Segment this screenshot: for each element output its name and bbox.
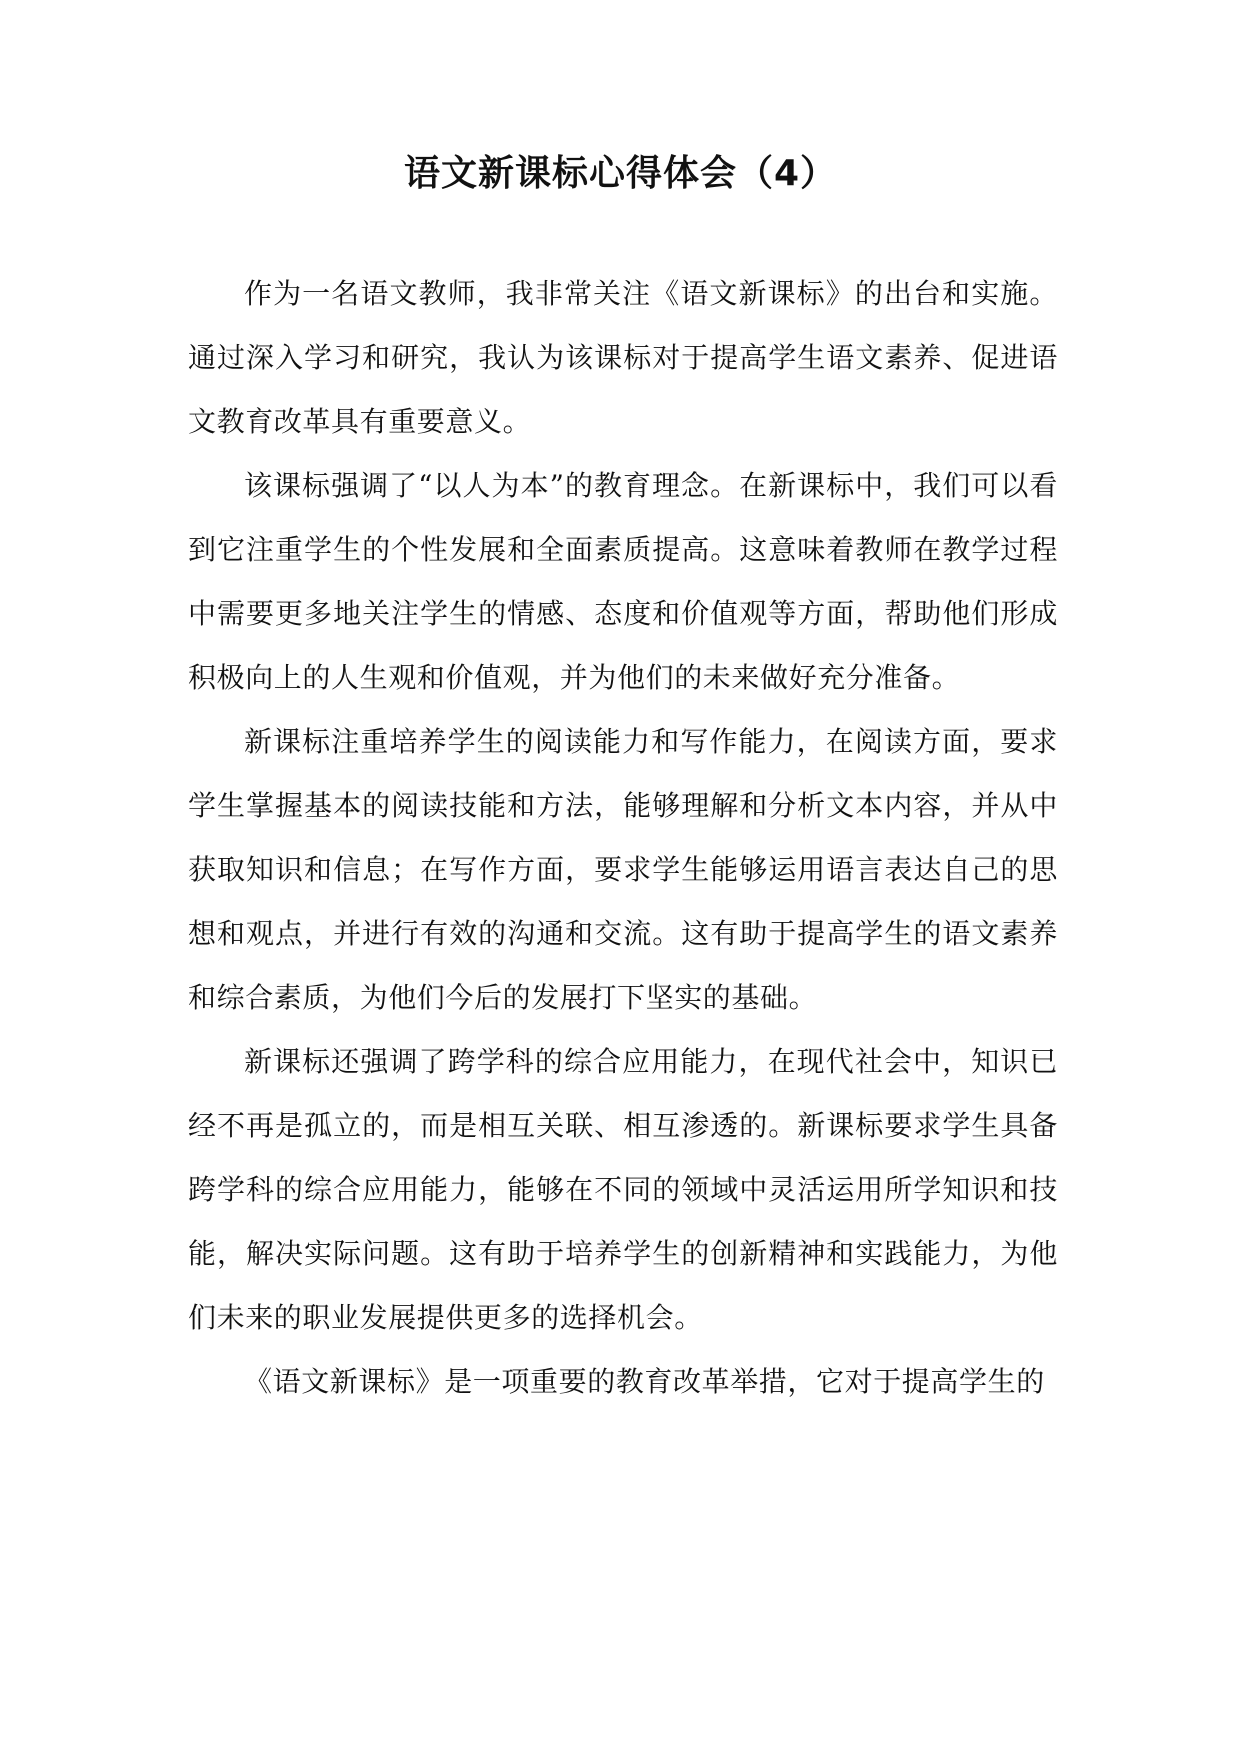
paragraph-1: 作为一名语文教师，我非常关注《语文新课标》的出台和实施。通过深入学习和研究，我认为该课标对于提高学生语文素养、促进语文教育改革具有重要意义。 [188,277,1058,438]
paragraph-5: 《语文新课标》是一项重要的教育改革举措，它对于提高学生的 [244,1365,1045,1398]
paragraph-2: 该课标强调了“以人为本”的教育理念。在新课标中，我们可以看到它注重学生的个性发展和全面素质提高。这意味着教师在教学过程中需要更多地关注学生的情感、态度和价值观等方面，帮助他们形成积极向上的人生观和价值观，并为他们的未来做好充分准备。 [188,469,1058,694]
page-title: 语文新课标心得体会（4） [403,153,838,194]
document-body [188,262,1058,1414]
paragraph-4: 新课标还强调了跨学科的综合应用能力，在现代社会中，知识已经不再是孤立的，而是相互关联、相互渗透的。新课标要求学生具备跨学科的综合应用能力，能够在不同的领域中灵活运用所学知识和技能，解决实际问题。这有助于培养学生的创新精神和实践能力，为他们未来的职业发展提供更多的选择机会。 [188,1045,1058,1334]
paragraph-3: 新课标注重培养学生的阅读能力和写作能力，在阅读方面，要求学生掌握基本的阅读技能和方法，能够理解和分析文本内容，并从中获取知识和信息；在写作方面，要求学生能够运用语言表达自己的思想和观点，并进行有效的沟通和交流。这有助于提高学生的语文素养和综合素质，为他们今后的发展打下坚实的基础。 [188,725,1058,1014]
